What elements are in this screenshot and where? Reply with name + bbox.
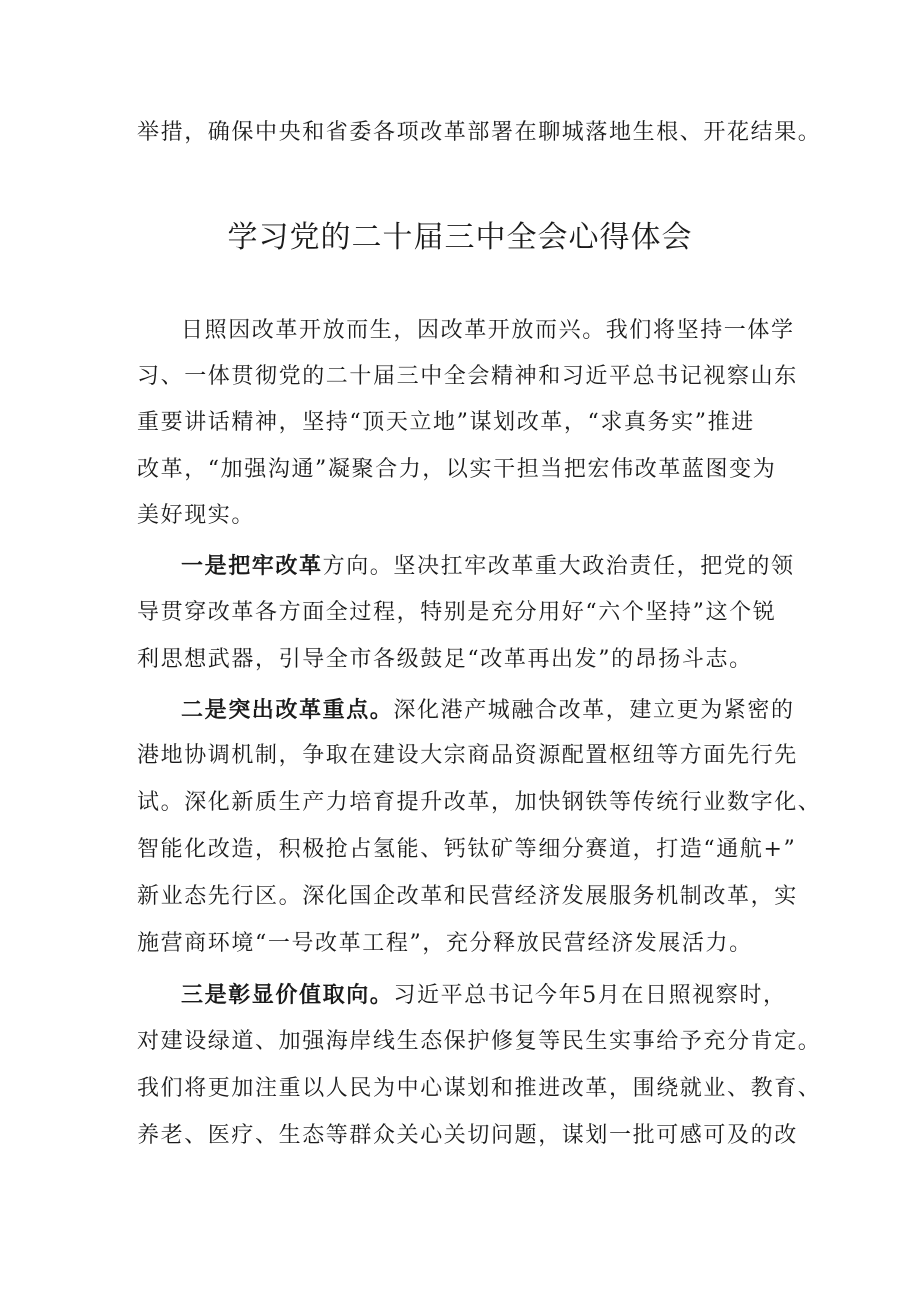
point1-line: 导贯穿改革各方面全过程，特别是充分用好“六个坚持”这个锐 bbox=[137, 600, 777, 625]
point3-text: 习近平总书记今年5月在日照视察时， bbox=[393, 983, 787, 1008]
point1-text: 方向。坚决扛牢改革重大政治责任，把党的领 bbox=[322, 554, 795, 579]
point2-heading: 二是突出改革重点。 bbox=[181, 697, 394, 723]
intro-line: 日照因改革开放而生，因改革开放而兴。我们将坚持一体学 bbox=[181, 318, 795, 343]
intro-line: 重要讲话精神，坚持“顶天立地”谋划改革，“求真务实”推进 bbox=[137, 410, 755, 435]
point3-line: 对建设绿道、加强海岸线生态保护修复等民生实事给予充分肯定。 bbox=[137, 1029, 822, 1054]
point2-line: 新业态先行区。深化国企改革和民营经济发展服务机制改革，实 bbox=[137, 884, 798, 909]
point2-line: 港地协调机制，争取在建设大宗商品资源配置枢纽等方面先行先 bbox=[137, 743, 798, 768]
page-title: 学习党的二十届三中全会心得体会 bbox=[227, 220, 693, 255]
continued-paragraph-line: 举措，确保中央和省委各项改革部署在聊城落地生根、开花结果。 bbox=[137, 120, 822, 145]
point3-line: 我们将更加注重以人民为中心谋划和推进改革，围绕就业、教育、 bbox=[137, 1076, 822, 1101]
intro-line: 改革，“加强沟通”凝聚合力，以实干担当把宏伟改革蓝图变为 bbox=[137, 457, 777, 482]
point3-heading: 三是彰显价值取向。 bbox=[181, 982, 394, 1008]
point1-first-line bbox=[181, 551, 795, 582]
point1-line: 利思想武器，引导全市各级鼓足“改革再出发”的昂扬斗志。 bbox=[137, 647, 753, 672]
point2-line: 智能化改造，积极抢占氢能、钙钛矿等细分赛道，打造“通航+” bbox=[137, 837, 797, 862]
point1-heading: 一是把牢改革 bbox=[181, 553, 323, 579]
point2-text: 深化港产城融合改革，建立更为紧密的 bbox=[393, 698, 795, 723]
point2-line: 试。深化新质生产力培育提升改革，加快钢铁等传统行业数字化、 bbox=[137, 790, 822, 815]
point2-first-line bbox=[181, 695, 795, 726]
intro-line: 美好现实。 bbox=[137, 503, 256, 528]
point3-first-line bbox=[181, 980, 787, 1011]
point2-line: 施营商环境“一号改革工程”，充分释放民营经济发展活力。 bbox=[137, 931, 753, 956]
point3-line: 养老、医疗、生态等群众关心关切问题，谋划一批可感可及的改 bbox=[137, 1123, 798, 1148]
intro-line: 习、一体贯彻党的二十届三中全会精神和习近平总书记视察山东 bbox=[137, 364, 798, 389]
